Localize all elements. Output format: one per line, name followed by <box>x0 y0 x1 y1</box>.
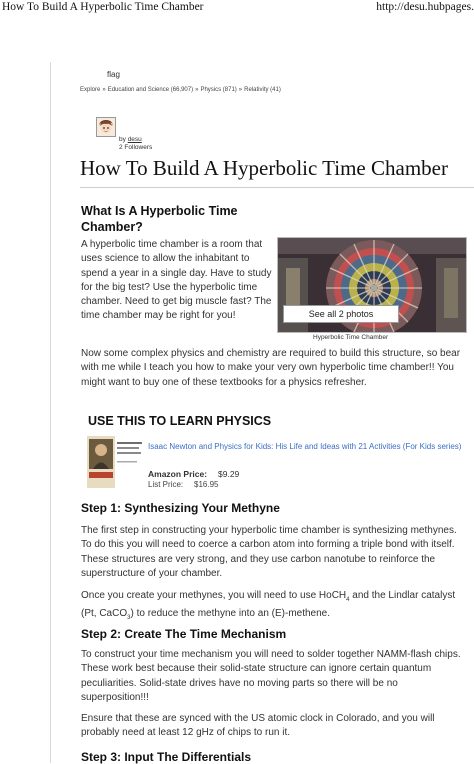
step-1-paragraph-1: The first step in constructing your hyperbolic time chamber is synthesizing methynes. To do this you will need to coerce a carbon atom into forming a triple bond with itself. These structures are very strong, and they use carbon nanotube to reinforce the superstructure of your chamber. <box>81 525 457 579</box>
step-1-paragraph-2 <box>81 589 466 626</box>
step-1-heading: Step 1: Synthesizing Your Methyne <box>81 501 280 515</box>
print-header-title: How To Build A Hyperbolic Time Chamber <box>2 1 204 13</box>
title-divider <box>80 187 474 188</box>
author-name-link[interactable]: desu <box>127 136 142 143</box>
step-1-p2-part-b: and the Lindlar catalyst (Pt, CaCO <box>81 590 456 620</box>
author-followers[interactable]: 2 Followers <box>119 144 153 151</box>
step-2-heading: Step 2: Create The Time Mechanism <box>81 627 287 641</box>
flag-link[interactable]: flag <box>107 70 120 79</box>
book-cover-illustration <box>87 436 144 488</box>
breadcrumb-explore[interactable]: Explore <box>80 87 101 93</box>
learn-physics-heading: USE THIS TO LEARN PHYSICS <box>88 414 272 428</box>
breadcrumb-education[interactable]: Education and Science (66,907) <box>107 87 194 93</box>
subscript-4: 4 <box>346 597 350 603</box>
amazon-price-label: Amazon Price: <box>148 469 208 479</box>
print-header <box>0 0 474 16</box>
step-1-p2-part-c: ) to reduce the methyne into an (E)-methene. <box>130 608 331 620</box>
author-avatar[interactable] <box>96 117 116 137</box>
breadcrumb-physics[interactable]: Physics (871) <box>200 87 237 93</box>
byline-by: by <box>119 136 126 143</box>
author-byline <box>119 136 152 152</box>
page-title: How To Build A Hyperbolic Time Chamber <box>80 156 448 180</box>
section-heading-intro: What Is A Hyperbolic Time Chamber? <box>81 204 238 234</box>
subscript-3: 3 <box>127 615 131 622</box>
intro-paragraph: A hyperbolic time chamber is a room that uses science to allow the inhabitant to spend a year in a single day. Have to study for the big test? Use the hyperbolic time chamber. Need to get big muscle fast? The time chamber may be right for you! <box>81 239 272 322</box>
breadcrumb-separator: » <box>238 87 243 93</box>
amazon-price-value: $9.29 <box>218 469 240 479</box>
breadcrumb-relativity[interactable]: Relativity (41) <box>244 87 281 93</box>
step-2-paragraph-1: To construct your time mechanism you will need to solder together NAMM-flash chips. These work best because their solid-state structure can ignore certain quantum peculiarities. Solid-state drives have no moving parts so there will be no superposition!!! <box>81 649 461 703</box>
book-cover-image[interactable] <box>87 436 144 488</box>
list-price-value: $16.95 <box>194 480 219 489</box>
see-all-photos-button[interactable]: See all 2 photos <box>283 305 399 323</box>
intro-continued-paragraph: Now some complex physics and chemistry are required to build this structure, so bear with me while I teach you how to make your very own hyperbolic time chamber!! You might want to buy one of these textbooks for a physics refresher. <box>81 348 461 388</box>
page-left-border <box>50 62 51 763</box>
step-1-p2-part-a: Once you create your methynes, you will need to use HoCH <box>81 590 347 601</box>
step-2-paragraph-2: Ensure that these are synced with the US atomic clock in Colorado, and you will probably need at least 12 gHz of chips to run it. <box>81 713 435 739</box>
list-price-label: List Price: <box>148 480 184 489</box>
step-3-heading: Step 3: Input The Differentials <box>81 750 252 764</box>
avatar-illustration <box>97 118 115 136</box>
book-title-link[interactable]: Isaac Newton and Physics for Kids: His Life and Ideas with 21 Activities (For Kids series) <box>148 442 462 451</box>
photo-caption: Hyperbolic Time Chamber <box>313 334 389 341</box>
breadcrumb-separator: » <box>102 87 106 93</box>
breadcrumb-separator: » <box>195 87 199 93</box>
print-header-url: http://desu.hubpages. <box>376 1 474 13</box>
breadcrumb <box>80 87 281 93</box>
